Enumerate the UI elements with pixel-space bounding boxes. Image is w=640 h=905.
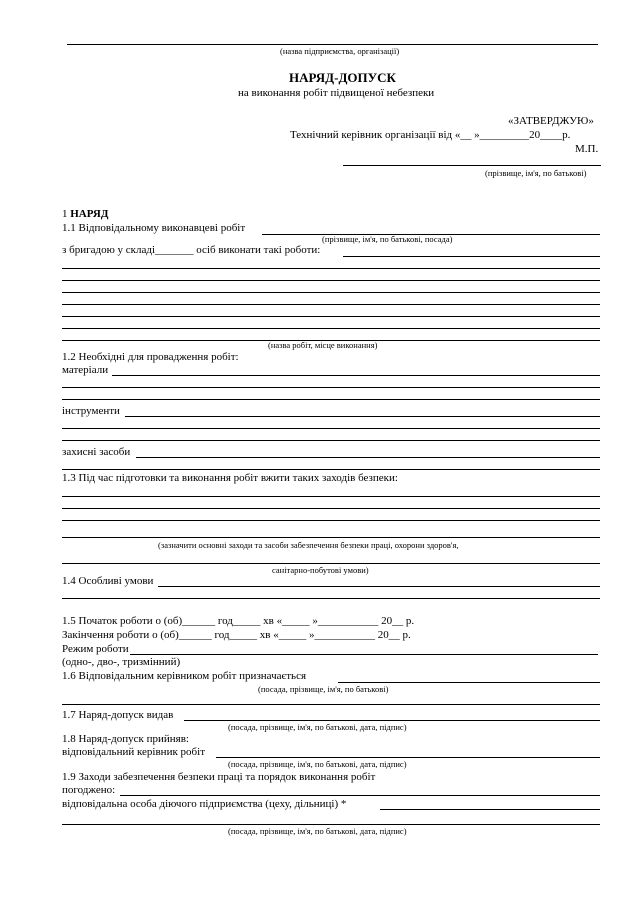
mode-line[interactable] <box>130 654 598 655</box>
protective-line[interactable] <box>62 469 600 470</box>
works-line[interactable] <box>62 280 600 281</box>
responsible-person-line[interactable] <box>62 824 600 825</box>
safety-line[interactable] <box>62 508 600 509</box>
approver-name-line[interactable] <box>343 165 601 166</box>
tools-line[interactable] <box>62 428 600 429</box>
s1-4-label: 1.4 Особливі умови <box>62 575 154 587</box>
approver-name-caption: (прізвище, ім'я, по батькові) <box>485 168 587 178</box>
mode-label: Режим роботи <box>62 643 129 655</box>
s1-8-label: 1.8 Наряд-допуск прийняв: <box>62 733 189 745</box>
start-time-line[interactable]: 1.5 Початок роботи о (об)______ год_____ хв «_____ »___________ 20__ р. <box>62 615 415 627</box>
accepted-lead-label: відповідальний керівник робіт <box>62 746 206 758</box>
s1-7-label: 1.7 Наряд-допуск видав <box>62 709 174 721</box>
supervisor-caption: (посада, прізвище, ім'я, по батькові) <box>258 684 389 694</box>
approve-line[interactable]: Технічний керівник організації від «__ »_________20____р. <box>290 129 571 141</box>
document-subtitle: на виконання робіт підвищеної небезпеки <box>238 87 435 99</box>
works-line[interactable] <box>62 328 600 329</box>
approve-stamp: «ЗАТВЕРДЖУЮ» <box>508 115 594 127</box>
special-conditions-line[interactable] <box>158 586 600 587</box>
responsible-person-label: відповідальна особа діючого підприємства (цеху, дільниці) * <box>62 798 347 810</box>
materials-line[interactable] <box>112 375 600 376</box>
responsible-person-caption: (посада, прізвище, ім'я, по батькові, дата, підпис) <box>228 826 407 836</box>
section-title: НАРЯД <box>70 208 109 220</box>
accepted-caption: (посада, прізвище, ім'я, по батькові, дата, підпис) <box>228 759 407 769</box>
safety-line[interactable] <box>62 496 600 497</box>
safety-caption-2: санітарно-побутові умови) <box>272 565 369 575</box>
works-line[interactable] <box>62 316 600 317</box>
s1-1-label: 1.1 Відповідальному виконавцеві робіт <box>62 222 246 234</box>
s1-3-label: 1.3 Під час підготовки та виконання робіт вжити таких заходів безпеки: <box>62 472 398 484</box>
works-line[interactable] <box>62 292 600 293</box>
materials-line[interactable] <box>62 387 600 388</box>
protective-line[interactable] <box>136 457 600 458</box>
issued-by-line[interactable] <box>184 720 600 721</box>
end-time-line[interactable]: Закінчення роботи о (об)______ год_____ хв «_____ »___________ 20__ р. <box>62 629 411 641</box>
accepted-lead-line[interactable] <box>216 757 600 758</box>
works-line[interactable] <box>343 256 600 257</box>
issued-by-caption: (посада, прізвище, ім'я, по батькові, дата, підпис) <box>228 722 407 732</box>
section-heading <box>62 208 108 220</box>
tools-line[interactable] <box>125 416 600 417</box>
seal-label: М.П. <box>575 143 599 155</box>
s1-6-label: 1.6 Відповідальним керівником робіт призначається <box>62 670 307 682</box>
brigade-label: з бригадою у складі_______ осіб виконати такі роботи: <box>62 244 321 256</box>
org-name-line[interactable] <box>67 44 598 45</box>
s1-2-label: 1.2 Необхідні для провадження робіт: <box>62 351 239 363</box>
safety-line[interactable] <box>62 520 600 521</box>
executor-caption: (прізвище, ім'я, по батькові, посада) <box>322 234 453 244</box>
safety-line[interactable] <box>62 563 600 564</box>
tools-line[interactable] <box>62 440 600 441</box>
materials-label: матеріали <box>62 364 109 376</box>
org-name-caption: (назва підприємства, організації) <box>280 46 400 56</box>
safety-line[interactable] <box>62 537 600 538</box>
special-conditions-line[interactable] <box>62 598 600 599</box>
agreed-line[interactable] <box>120 795 600 796</box>
s1-9-label: 1.9 Заходи забезпечення безпеки праці та порядок виконання робіт <box>62 771 376 783</box>
protective-label: захисні засоби <box>62 446 131 458</box>
mode-note: (одно-, дво-, тризмінний) <box>62 656 181 668</box>
materials-line[interactable] <box>62 399 600 400</box>
tools-label: інструменти <box>62 405 120 417</box>
works-caption: (назва робіт, місце виконання) <box>268 340 378 350</box>
section-number: 1 <box>62 208 71 220</box>
works-line[interactable] <box>62 268 600 269</box>
responsible-person-line[interactable] <box>380 809 600 810</box>
works-line[interactable] <box>62 304 600 305</box>
supervisor-line[interactable] <box>338 682 600 683</box>
document-title: НАРЯД-ДОПУСК <box>289 70 396 85</box>
safety-caption-1: (зазначити основні заходи та засоби забезпечення безпеки праці, охорони здоров'я, <box>158 540 459 550</box>
supervisor-line[interactable] <box>62 704 600 705</box>
agreed-label: погоджено: <box>62 784 116 796</box>
